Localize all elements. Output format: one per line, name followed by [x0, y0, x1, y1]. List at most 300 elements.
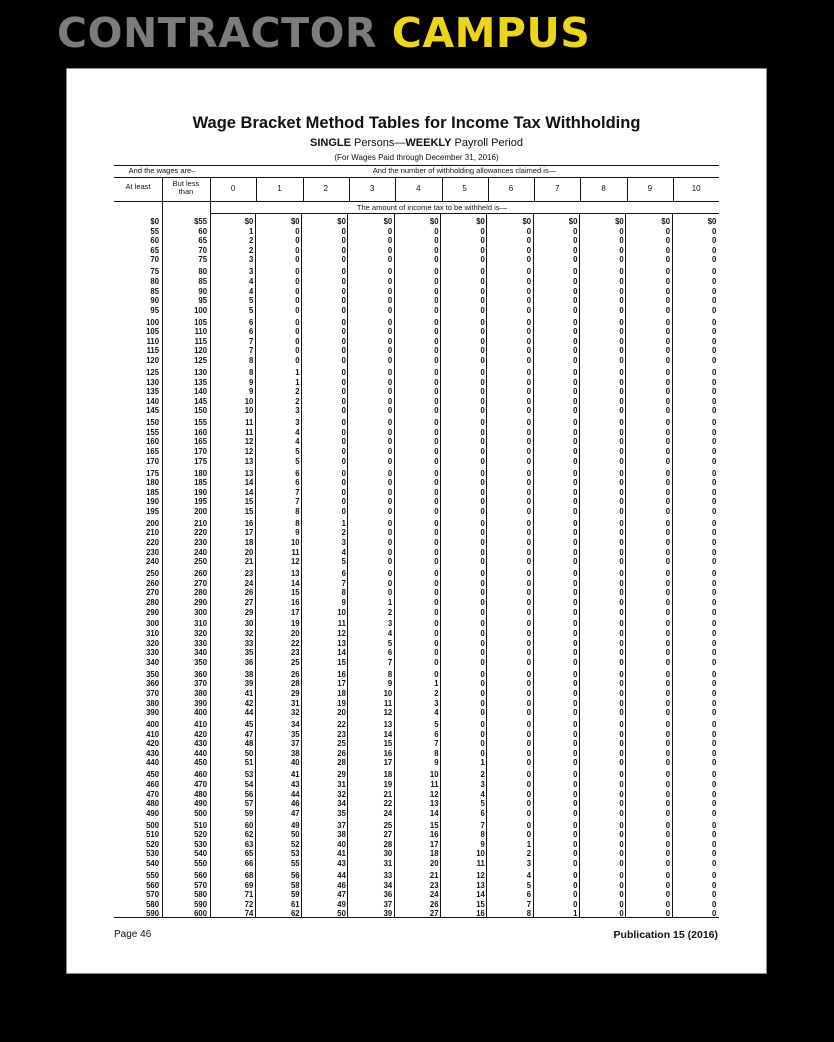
tax-cell: 44: [337, 869, 346, 880]
tax-cell: 0: [573, 587, 578, 598]
tax-cell: 15: [383, 738, 393, 749]
tax-cell: 0: [480, 275, 485, 286]
allowance-column-header: 2: [323, 184, 328, 193]
tax-cell: 0: [665, 869, 670, 880]
tax-cell: 0: [480, 687, 485, 698]
tax-cell: 62: [291, 908, 300, 919]
tax-cell: $0: [707, 216, 717, 226]
tax-cell: 0: [711, 707, 717, 718]
tax-cell: 45: [244, 719, 254, 729]
tax-cell: 0: [573, 285, 578, 296]
tax-cell: 0: [480, 395, 485, 406]
tax-cell: 0: [711, 568, 717, 579]
tax-cell: 0: [387, 527, 393, 538]
tax-cell: 34: [337, 798, 346, 809]
at-least-cell: 85: [150, 285, 159, 296]
tax-cell: 0: [480, 537, 485, 547]
data-column-rule: [672, 214, 673, 917]
tax-cell: 0: [711, 687, 717, 698]
tax-cell: 0: [619, 798, 624, 809]
tax-cell: 0: [711, 345, 717, 356]
at-least-cell: 90: [150, 295, 159, 306]
wage-bracket-table: [114, 165, 719, 917]
tax-cell: 0: [480, 326, 485, 337]
but-less-cell: 150: [194, 405, 207, 416]
at-least-cell: 350: [146, 668, 159, 679]
tax-cell: 0: [341, 417, 346, 428]
tax-cell: 0: [434, 335, 439, 346]
tax-cell: 0: [480, 596, 485, 607]
but-less-cell: 180: [194, 467, 207, 478]
but-less-cell: 340: [194, 647, 207, 658]
tax-cell: 1: [480, 757, 485, 768]
tax-cell: 0: [665, 728, 670, 739]
tax-cell: 57: [244, 798, 254, 809]
tax-cell: 0: [711, 606, 717, 617]
but-less-cell: 155: [194, 417, 207, 428]
tax-cell: 0: [526, 527, 532, 538]
tax-cell: 24: [383, 807, 393, 818]
tax-cell: 36: [383, 889, 393, 900]
tax-cell: 9: [341, 596, 346, 607]
tax-cell: 6: [434, 728, 439, 739]
tax-cell: 0: [665, 707, 670, 718]
tax-cell: 0: [665, 769, 670, 780]
but-less-cell: 280: [194, 587, 207, 598]
but-less-cell: 430: [194, 738, 207, 749]
tax-cell: 0: [387, 417, 393, 428]
tax-cell: 6: [341, 568, 346, 579]
tax-cell: 0: [665, 316, 670, 327]
tax-cell: 0: [619, 335, 624, 346]
tax-cell: 0: [711, 477, 717, 488]
tax-cell: 20: [337, 707, 346, 718]
data-column-rule: [301, 214, 302, 917]
tax-cell: 0: [711, 678, 717, 689]
tax-cell: 0: [665, 467, 670, 478]
tax-cell: 36: [244, 656, 254, 667]
tax-cell: 0: [480, 577, 485, 588]
tax-cell: 0: [387, 517, 393, 528]
but-less-cell: 550: [194, 858, 207, 868]
tax-cell: 0: [711, 436, 717, 447]
tax-cell: 0: [665, 596, 670, 607]
tax-cell: 0: [573, 848, 578, 859]
tax-cell: 0: [665, 697, 670, 708]
document-title: Wage Bracket Method Tables for Income Tax Withholding: [192, 114, 641, 132]
tax-cell: 0: [619, 898, 624, 909]
but-less-cell: 120: [194, 345, 207, 356]
allowance-column-header: 4: [416, 184, 421, 193]
but-less-cell: 460: [194, 769, 207, 780]
at-least-cell: 160: [146, 436, 159, 447]
page-number: Page 46: [114, 929, 152, 940]
tax-cell: 0: [480, 517, 485, 528]
but-less-cell: 290: [194, 596, 207, 607]
tax-cell: 0: [665, 757, 670, 768]
tax-cell: 0: [573, 637, 578, 648]
tax-cell: 0: [573, 687, 578, 698]
tax-cell: 0: [619, 596, 624, 607]
tax-cell: 0: [665, 376, 670, 387]
tax-cell: 0: [711, 838, 717, 849]
but-less-cell: 75: [198, 254, 207, 265]
tax-cell: 5: [295, 455, 300, 466]
tax-cell: 0: [480, 285, 485, 296]
tax-cell: 0: [341, 275, 346, 286]
tax-cell: 0: [619, 656, 624, 667]
tax-cell: 0: [573, 719, 578, 729]
tax-cell: 0: [341, 366, 346, 377]
tax-cell: 9: [295, 527, 300, 538]
tax-cell: 59: [291, 889, 300, 900]
tax-cell: 0: [665, 235, 670, 246]
tax-cell: 0: [711, 386, 717, 397]
tax-cell: 35: [291, 728, 300, 739]
tax-cell: 0: [526, 546, 532, 557]
tax-cell: 0: [387, 235, 393, 246]
tax-cell: 0: [434, 244, 439, 255]
tax-cell: 0: [573, 568, 578, 579]
tax-cell: 0: [665, 405, 670, 416]
tax-cell: 22: [337, 719, 346, 729]
tax-cell: 25: [291, 656, 300, 667]
tax-cell: 0: [573, 778, 578, 789]
tax-cell: 0: [619, 446, 624, 456]
tax-cell: 18: [337, 687, 346, 698]
tax-cell: $0: [476, 216, 485, 226]
at-least-cell: 530: [146, 848, 159, 859]
tax-cell: 15: [244, 496, 254, 507]
data-column-rule: [440, 214, 441, 917]
tax-cell: 0: [619, 628, 624, 638]
tax-cell: $0: [383, 216, 393, 226]
tax-cell: 0: [665, 527, 670, 538]
tax-cell: 0: [665, 898, 670, 909]
tax-cell: 0: [341, 254, 346, 265]
tax-cell: 0: [341, 304, 346, 315]
tax-cell: 19: [291, 618, 300, 629]
tax-cell: 32: [337, 788, 346, 799]
tax-cell: 0: [434, 376, 439, 387]
tax-cell: 0: [526, 436, 532, 447]
tax-cell: 12: [383, 707, 393, 718]
tax-cell: 0: [711, 829, 717, 840]
tax-cell: 0: [434, 537, 439, 547]
but-less-cell: 240: [194, 546, 207, 557]
but-less-cell: 390: [194, 697, 207, 708]
tax-cell: 0: [573, 596, 578, 607]
at-least-cell: 230: [146, 546, 159, 557]
tax-cell: 14: [244, 477, 254, 488]
tax-cell: 0: [665, 285, 670, 296]
but-less-cell: 480: [194, 788, 207, 799]
tax-cell: 0: [619, 618, 624, 629]
allowance-column-header: 8: [601, 184, 606, 193]
tax-cell: 21: [244, 556, 254, 567]
tax-cell: 0: [665, 719, 670, 729]
tax-cell: 5: [248, 295, 254, 306]
tax-cell: 0: [573, 275, 578, 286]
tax-cell: 0: [434, 366, 439, 377]
data-column-rule: [579, 214, 580, 917]
tax-cell: 0: [341, 467, 346, 478]
tax-cell: 0: [711, 747, 717, 758]
tax-cell: 35: [337, 807, 346, 818]
tax-cell: 0: [619, 455, 624, 466]
tax-cell: 0: [711, 405, 717, 416]
tax-cell: 59: [244, 807, 254, 818]
tax-cell: 0: [573, 898, 578, 909]
wages-header: And the wages are–: [128, 166, 196, 175]
tax-cell: 0: [711, 798, 717, 809]
tax-cell: 0: [434, 637, 439, 648]
tax-cell: 0: [619, 225, 624, 236]
tax-cell: 0: [711, 455, 717, 466]
at-least-cell: 170: [146, 455, 159, 466]
tax-cell: 0: [526, 637, 532, 648]
tax-cell: 15: [244, 505, 254, 516]
tax-cell: 0: [711, 596, 717, 607]
tax-cell: 0: [526, 587, 532, 598]
allowance-column-header: 7: [555, 184, 560, 193]
at-least-cell: 65: [150, 244, 159, 255]
tax-cell: 29: [337, 769, 346, 780]
at-least-cell: 430: [146, 747, 159, 758]
at-least-cell: 260: [146, 577, 159, 588]
at-least-cell: 560: [146, 879, 159, 890]
but-less-cell: 130: [194, 366, 207, 377]
tax-cell: 0: [434, 436, 439, 447]
tax-cell: 0: [573, 295, 578, 306]
tax-cell: 0: [387, 316, 393, 327]
tax-cell: 0: [526, 757, 532, 768]
tax-cell: 0: [665, 426, 670, 437]
tax-cell: 0: [573, 788, 578, 799]
tax-cell: 0: [341, 446, 346, 456]
tax-cell: 0: [573, 697, 578, 708]
tax-cell: 0: [573, 798, 578, 809]
tax-cell: 16: [429, 829, 439, 840]
tax-cell: 0: [619, 266, 624, 277]
tax-cell: 0: [665, 446, 670, 456]
tax-cell: 0: [295, 316, 300, 327]
but-less-cell: 170: [194, 446, 207, 456]
tax-cell: 0: [434, 668, 439, 679]
tax-cell: 1: [434, 678, 439, 689]
tax-cell: 0: [573, 386, 578, 397]
at-least-cell: 115: [146, 345, 159, 356]
but-less-cell: 250: [194, 556, 207, 567]
data-column-rule: [625, 214, 626, 917]
tax-cell: 0: [665, 386, 670, 397]
tax-cell: 0: [665, 266, 670, 277]
tax-cell: 0: [573, 446, 578, 456]
tax-cell: 0: [387, 455, 393, 466]
tax-cell: 15: [476, 898, 485, 909]
tax-cell: 0: [480, 366, 485, 377]
tax-cell: 53: [291, 848, 300, 859]
tax-cell: 0: [619, 879, 624, 890]
at-least-cell: 580: [146, 898, 159, 909]
tax-cell: 0: [711, 285, 717, 296]
tax-cell: 0: [434, 577, 439, 588]
tax-cell: 0: [480, 628, 485, 638]
at-least-cell: 420: [146, 738, 159, 749]
tax-cell: 0: [573, 707, 578, 718]
tax-cell: 0: [665, 637, 670, 648]
tax-cell: 0: [619, 577, 624, 588]
tax-cell: 0: [619, 254, 624, 265]
tax-cell: 4: [248, 285, 254, 296]
tax-cell: 11: [291, 546, 300, 557]
tax-cell: 52: [291, 838, 300, 849]
tax-cell: 0: [619, 819, 624, 830]
tax-cell: 0: [434, 656, 439, 667]
tax-cell: 0: [434, 304, 439, 315]
tax-cell: 0: [619, 757, 624, 768]
tax-cell: 0: [665, 798, 670, 809]
tax-cell: 0: [665, 355, 670, 365]
but-less-cell: 140: [194, 386, 207, 397]
tax-cell: 0: [480, 295, 485, 306]
tax-cell: 0: [665, 618, 670, 629]
tax-cell: 0: [711, 266, 717, 277]
tax-cell: 0: [526, 505, 532, 516]
tax-cell: 0: [619, 738, 624, 749]
tax-cell: 0: [665, 778, 670, 789]
tax-cell: 8: [295, 505, 300, 516]
tax-cell: 0: [480, 707, 485, 718]
tax-cell: 0: [619, 719, 624, 729]
tax-cell: 0: [711, 537, 717, 547]
tax-cell: 39: [244, 678, 254, 689]
tax-cell: 37: [337, 819, 346, 830]
tax-cell: 0: [711, 898, 717, 909]
tax-cell: 0: [341, 477, 346, 488]
tax-cell: 0: [573, 678, 578, 689]
tax-cell: 56: [244, 788, 254, 799]
at-least-cell: 140: [146, 395, 159, 406]
tax-cell: 0: [711, 395, 717, 406]
tax-cell: 26: [291, 668, 300, 679]
tax-cell: 0: [526, 778, 532, 789]
but-less-cell: 410: [194, 719, 207, 729]
at-least-cell: 110: [146, 335, 159, 346]
at-least-cell: 150: [146, 417, 159, 428]
tax-cell: 0: [434, 606, 439, 617]
tax-cell: 0: [573, 668, 578, 679]
at-least-cell: 195: [146, 505, 159, 516]
tax-cell: 0: [526, 829, 532, 840]
but-less-cell: 600: [194, 908, 207, 919]
tax-cell: 6: [526, 889, 532, 900]
but-less-cell: 260: [194, 568, 207, 579]
tax-cell: 0: [711, 858, 717, 868]
tax-cell: 0: [526, 304, 532, 315]
tax-cell: 0: [573, 355, 578, 365]
tax-cell: 0: [526, 446, 532, 456]
but-less-cell: 560: [194, 869, 207, 880]
tax-cell: 0: [480, 376, 485, 387]
tax-cell: 27: [244, 596, 254, 607]
tax-cell: 0: [434, 486, 439, 497]
but-less-cell: 570: [194, 879, 207, 890]
tax-cell: 0: [573, 869, 578, 880]
tax-cell: 0: [526, 266, 532, 277]
tax-cell: 61: [291, 898, 300, 909]
tax-cell: 0: [526, 606, 532, 617]
but-less-cell: 175: [194, 455, 207, 466]
tax-cell: 0: [573, 366, 578, 377]
tax-cell: 0: [480, 266, 485, 277]
subtitle-period: Payroll Period: [451, 137, 523, 149]
tax-cell: 0: [573, 879, 578, 890]
tax-cell: 0: [526, 577, 532, 588]
tax-cell: 0: [526, 486, 532, 497]
tax-cell: 3: [248, 254, 254, 265]
tax-cell: 0: [711, 235, 717, 246]
tax-cell: 0: [295, 254, 300, 265]
tax-cell: 7: [248, 345, 254, 356]
at-least-cell: 130: [146, 376, 159, 387]
tax-cell: 0: [526, 225, 532, 236]
tax-cell: 0: [480, 527, 485, 538]
tax-cell: 0: [573, 889, 578, 900]
tax-cell: 0: [480, 637, 485, 648]
tax-cell: 0: [480, 587, 485, 598]
tax-cell: 0: [573, 747, 578, 758]
tax-cell: 0: [619, 537, 624, 547]
at-least-cell: 120: [146, 355, 159, 365]
tax-cell: 16: [476, 908, 485, 919]
but-less-cell: 185: [194, 477, 207, 488]
tax-cell: 0: [526, 747, 532, 758]
tax-cell: 0: [480, 426, 485, 437]
tax-cell: 0: [295, 285, 300, 296]
tax-cell: 0: [387, 546, 393, 557]
tax-cell: 0: [480, 345, 485, 356]
at-least-cell: 410: [146, 728, 159, 739]
tax-cell: 1: [526, 838, 532, 849]
tax-cell: 0: [526, 568, 532, 579]
tax-cell: 54: [244, 778, 254, 789]
tax-cell: 0: [480, 556, 485, 567]
brand-logo: [57, 8, 590, 58]
tax-cell: 8: [480, 829, 485, 840]
tax-cell: 0: [480, 304, 485, 315]
but-less-cell: 320: [194, 628, 207, 638]
tax-cell: 0: [526, 656, 532, 667]
tax-cell: 63: [244, 838, 254, 849]
tax-cell: 5: [434, 719, 439, 729]
tax-cell: 0: [573, 326, 578, 337]
tax-cell: 0: [480, 678, 485, 689]
tax-cell: 13: [291, 568, 300, 579]
tax-cell: 0: [434, 254, 439, 265]
tax-cell: 0: [665, 366, 670, 377]
tax-cell: 34: [291, 719, 300, 729]
at-least-cell: 450: [146, 769, 159, 780]
amount-rule: [210, 213, 719, 214]
tax-cell: 0: [526, 355, 532, 365]
brand-word-campus: CAMPUS: [391, 9, 591, 57]
tax-cell: 0: [434, 235, 439, 246]
tax-cell: 0: [573, 656, 578, 667]
tax-cell: 0: [341, 405, 346, 416]
but-less-cell: 190: [194, 486, 207, 497]
tax-cell: 0: [434, 568, 439, 579]
